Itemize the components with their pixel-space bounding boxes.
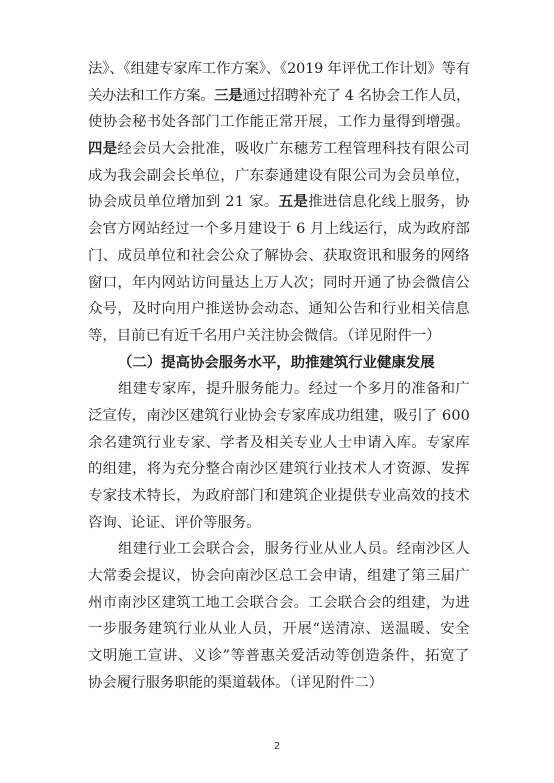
text-run: 成为我会副会长单位，广东泰通建设有限公司为会员单位， [88, 167, 470, 184]
section-heading [118, 350, 470, 377]
paragraph-2-line [88, 430, 470, 457]
text-run: 会官方网站经过一个多月建设于 6 月上线运行，成为政府部 [88, 221, 470, 238]
paragraph-3-line [88, 563, 470, 590]
page-number: 2 [273, 741, 281, 752]
text-run: 门、成员单位和社会公众了解协会、获取资讯和服务的网络 [88, 247, 470, 264]
paragraph-2-line [88, 403, 470, 430]
paragraph-1-line [88, 56, 470, 83]
text-run: 组建行业工会联合会，服务行业从业人员。经南沙区人 [118, 541, 470, 558]
paragraph-1-line [88, 216, 470, 243]
text-run: 协会成员单位增加到 21 家。 [88, 194, 279, 211]
paragraph-1-line [88, 109, 470, 136]
paragraph-2-line [88, 483, 470, 510]
text-run: 专家技术特长，为政府部门和建筑企业提供专业高效的技术 [88, 488, 470, 504]
text-run: 大常委会提议，协会向南沙区总工会申请，组建了第三届广 [88, 568, 470, 585]
text-run: 众号，及时向用户推送协会动态、通知公告和行业相关信息 [88, 301, 470, 318]
text-run: 使协会秘书处各部门工作能正常开展，工作力量得到增强。 [88, 114, 470, 131]
text-run: 一步服务建筑行业从业人员，开展“送清凉、送温暖、安全 [88, 621, 470, 638]
text-run: 关办法和工作方案。 [88, 87, 215, 104]
bold-item-marker: 四是 [88, 140, 118, 158]
text-run: 文明施工宣讲、义诊”等普惠关爱活动等创造条件，拓宽了 [88, 648, 470, 665]
paragraph-1-line [88, 163, 470, 190]
text-run: 州市南沙区建筑工地工会联合会。工会联合会的组建，为进 [88, 594, 470, 611]
paragraph-2-line [118, 376, 470, 403]
paragraph-1-line [88, 189, 470, 216]
paragraph-1-line [88, 136, 470, 163]
text-run: 余名建筑行业专家、学者及相关专业人士申请入库。专家库 [88, 434, 470, 451]
text-run: 窗口，年内网站访问量达上万人次；同时开通了协会微信公 [88, 274, 470, 291]
paragraph-3-line [88, 590, 470, 617]
text-run: 咨询、论证、评价等服务。 [88, 514, 261, 531]
bold-item-marker: 三是 [214, 86, 243, 104]
paragraph-1-last-line [88, 323, 470, 350]
text-run: 组建专家库，提升服务能力。经过一个多月的准备和广 [118, 381, 470, 398]
text-run: 的组建，将为充分整合南沙区建筑行业技术人才资源、发挥 [88, 461, 470, 478]
paragraph-3-line [118, 536, 470, 563]
paragraph-3-line [88, 616, 470, 643]
text-run: 法》、《组建专家库工作方案》、《2019 年评优工作计划》等有 [88, 61, 470, 77]
text-run: 协会履行服务职能的渠道载体。（详见附件二） [88, 674, 384, 691]
paragraph-1-line [88, 83, 470, 110]
paragraph-1-line [88, 296, 470, 323]
paragraph-2-last-line [88, 510, 470, 537]
text-run: 泛宣传，南沙区建筑行业协会专家库成功组建，吸引了 600 [88, 407, 470, 424]
section-heading-text: （二）提高协会服务水平，助推建筑行业健康发展 [118, 353, 435, 371]
paragraph-2-line [88, 456, 470, 483]
paragraph-1-line [88, 270, 470, 297]
text-run: 通过招聘补充了 4 名协会工作人员， [242, 87, 470, 104]
paragraph-1-line [88, 243, 470, 270]
text-run: 经会员大会批准，吸收广东穗芳工程管理科技有限公司 [117, 141, 470, 158]
document-body [88, 56, 470, 697]
paragraph-3-line [88, 643, 470, 670]
text-run: 等，目前已有近千名用户关注协会微信。（详见附件一） [88, 327, 441, 344]
bold-item-marker: 五是 [278, 193, 309, 211]
text-run: 推进信息化线上服务，协 [308, 194, 470, 211]
paragraph-3-last-line [88, 670, 470, 697]
